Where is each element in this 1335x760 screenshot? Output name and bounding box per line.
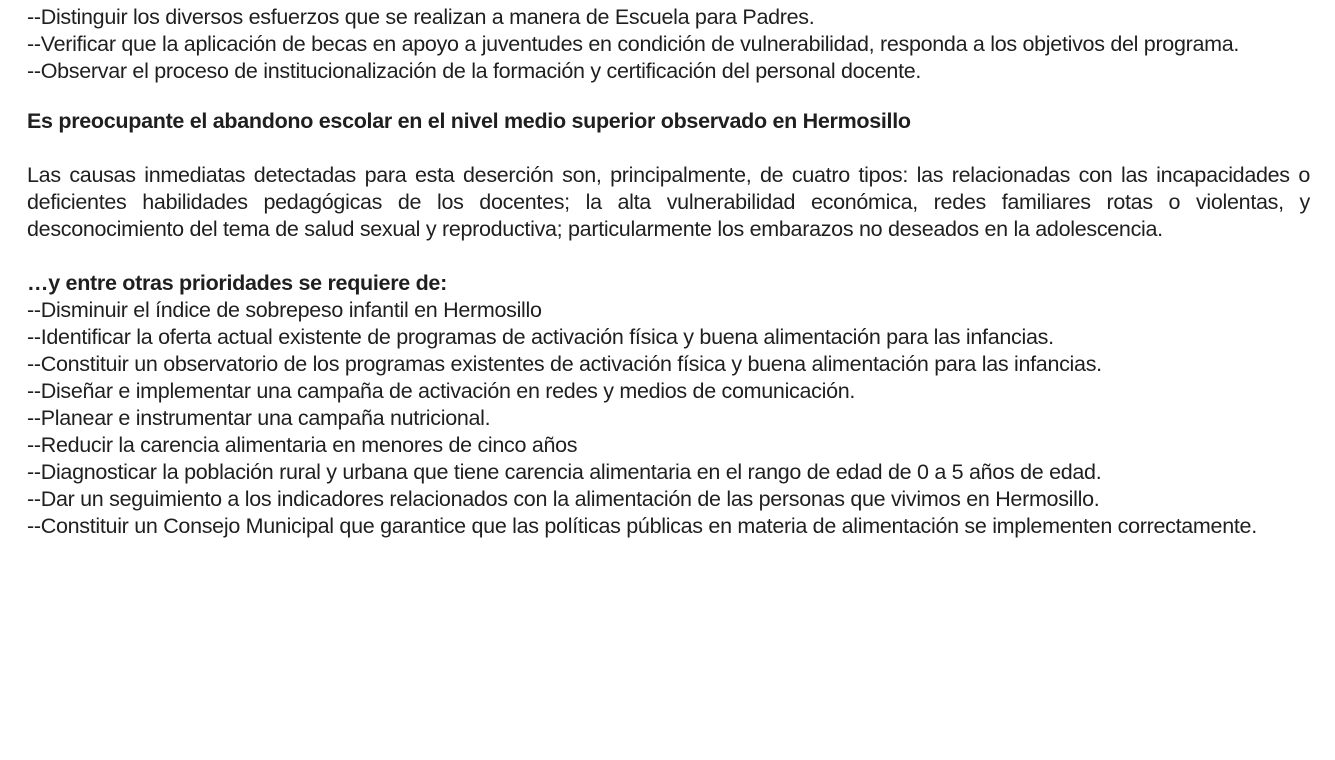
list-item-consejo-municipal: --Constituir un Consejo Municipal que garantice que las políticas públicas en materia de alimentación se implementen correctamente. xyxy=(27,514,1257,538)
section-heading-prioridades: …y entre otras prioridades se requiere de: xyxy=(27,271,447,295)
paragraph-causas: Las causas inmediatas detectadas para esta deserción son, principalmente, de cuatro tipos: las relacionadas con las incapacidades o deficientes habilidades pedagógicas de los docentes; la alta vulnerabilidad económica, redes familiares rotas o violentas, y desconocimiento del tema de salud sexual y reproductiva; particularmente los embarazos no deseados en la adolescencia. xyxy=(27,163,1310,241)
list-item-campana-redes: --Diseñar e implementar una campaña de activación en redes y medios de comunicación. xyxy=(27,379,856,403)
section-heading-abandono: Es preocupante el abandono escolar en el nivel medio superior observado en Hermosillo xyxy=(27,109,911,133)
list-item-seguimiento-indicadores: --Dar un seguimiento a los indicadores relacionados con la alimentación de las personas que vivimos en Hermosillo. xyxy=(27,487,1100,511)
list-item-formacion-docente: --Observar el proceso de institucionalización de la formación y certificación del personal docente. xyxy=(27,59,922,83)
list-item-escuela-padres: --Distinguir los diversos esfuerzos que se realizan a manera de Escuela para Padres. xyxy=(27,5,815,29)
list-item-carencia-alimentaria: --Reducir la carencia alimentaria en menores de cinco años xyxy=(27,433,578,457)
document-page xyxy=(27,4,1310,540)
list-item-observatorio: --Constituir un observatorio de los programas existentes de activación física y buena alimentación para las infancias. xyxy=(27,352,1102,376)
spacer xyxy=(27,135,1310,162)
spacer xyxy=(27,243,1310,270)
list-item-campana-nutricional: --Planear e instrumentar una campaña nutricional. xyxy=(27,406,491,430)
list-item-oferta-programas: --Identificar la oferta actual existente de programas de activación física y buena alimentación para las infancias. xyxy=(27,325,1054,349)
spacer xyxy=(27,85,1310,108)
list-item-becas: --Verificar que la aplicación de becas en apoyo a juventudes en condición de vulnerabilidad, responda a los objetivos del programa. xyxy=(27,32,1240,56)
list-item-diagnostico-poblacion: --Diagnosticar la población rural y urbana que tiene carencia alimentaria en el rango de edad de 0 a 5 años de edad. xyxy=(27,460,1102,484)
list-item-sobrepeso: --Disminuir el índice de sobrepeso infantil en Hermosillo xyxy=(27,298,542,322)
